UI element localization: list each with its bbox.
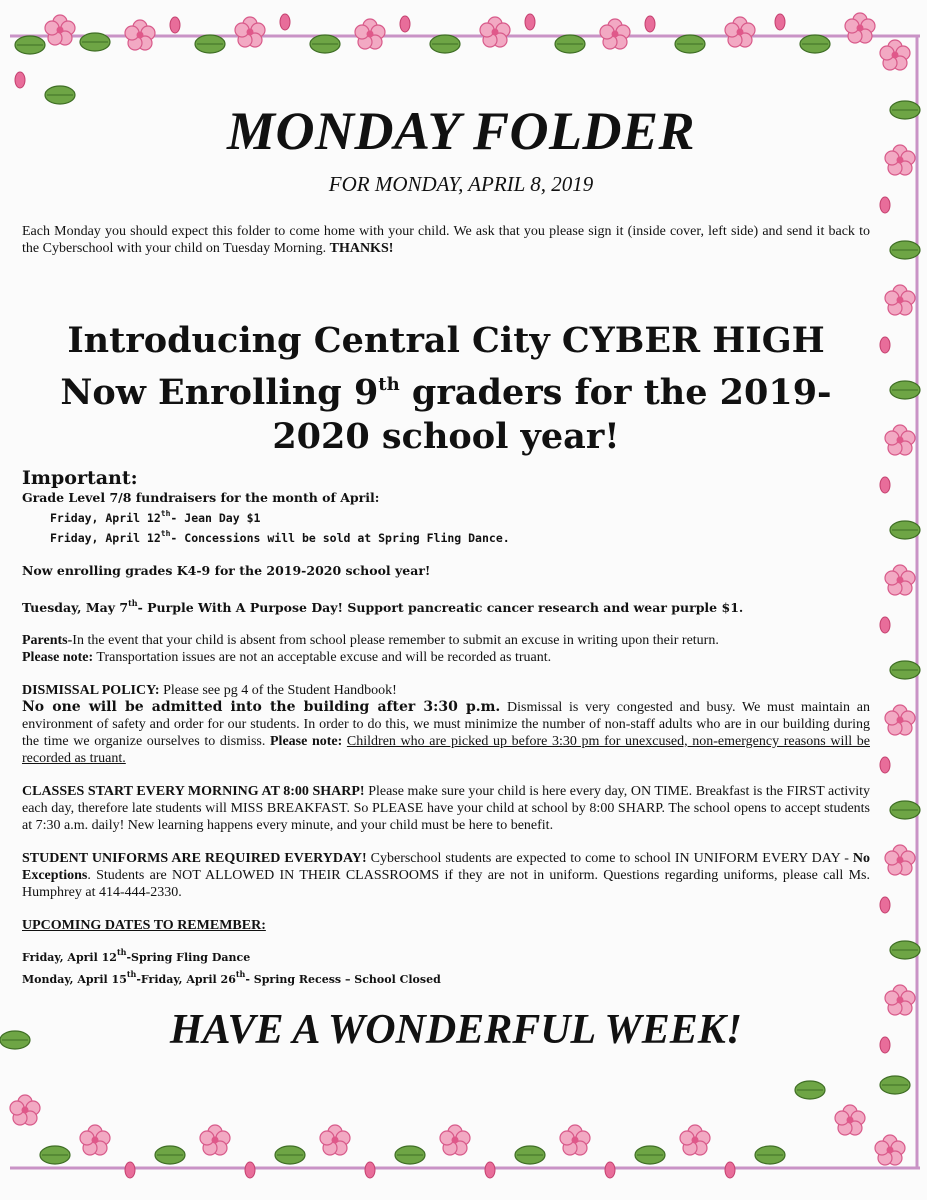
upcoming-2-c: - Spring Recess – School Closed [245, 973, 441, 986]
announcements [22, 489, 870, 988]
dismissal-truant-notice: Children who are picked up before 3:30 pm for unexcused, non-emergency reasons will be recorded as truant. [22, 734, 870, 766]
uniforms-notice [22, 850, 870, 901]
important-label: Important: [22, 467, 138, 489]
dismissal-text-2: Dismissal is very congested and busy. We must maintain an environment of safety and order for our students. In order to do this, we must minimize the number of non-staff adults who are in our building during the time we organize ourselves to dismiss. [22, 700, 870, 749]
fundraiser-2-a: Friday, April 12 [50, 531, 161, 545]
upcoming-item [22, 944, 870, 966]
enrollment-headline [22, 319, 870, 459]
enrolling-notice: Now enrolling grades K4-9 for the 2019-2020 school year! [22, 563, 431, 578]
uniforms-text: Cyberschool students are expected to come to school IN UNIFORM EVERY DAY - [366, 851, 853, 866]
parents-notice [22, 632, 870, 649]
purple-sup: th [128, 598, 138, 608]
fundraiser-1-a: Friday, April 12 [50, 511, 161, 525]
purple-a: Tuesday, May 7 [22, 600, 129, 615]
upcoming-2-b: -Friday, April 26 [136, 973, 236, 986]
closing-message: HAVE A WONDERFUL WEEK! [169, 1007, 743, 1053]
headline-line-2-b: graders for the 2019- [399, 372, 832, 413]
headline-line-3: 2020 school year! [272, 416, 620, 457]
fundraiser-1-b: - Jean Day $1 [170, 511, 261, 525]
parents-label: Parents- [22, 633, 73, 648]
uniforms-text-2: . Students are NOT ALLOWED IN THEIR CLASSROOMS if they are not in uniform. Questions regarding uniforms, please call Ms. Humphrey at 414-444-2330. [22, 868, 870, 900]
fundraiser-item [22, 506, 870, 526]
dismissal-note-label: Please note: [270, 734, 343, 749]
upcoming-1-sup: th [116, 947, 127, 957]
dismissal-bold-line: No one will be admitted into the building after 3:30 p.m. [22, 699, 501, 715]
classes-notice [22, 783, 870, 834]
fundraiser-1-sup: th [160, 509, 171, 518]
dismissal-details [22, 699, 870, 767]
headline-line-2 [22, 363, 870, 415]
headline-line-1: Introducing Central City CYBER HIGH [67, 320, 825, 361]
fundraiser-heading: Grade Level 7/8 fundraisers for the month of April: [22, 490, 380, 505]
fundraiser-item [22, 526, 870, 546]
purple-day-notice [22, 595, 870, 616]
headline-line-2-a: Now Enrolling 9 [60, 372, 379, 413]
upcoming-2-sup2: th [235, 969, 246, 979]
upcoming-1-a: Friday, April 12 [22, 951, 117, 964]
classes-label: CLASSES START EVERY MORNING AT 8:00 SHARP! [22, 784, 365, 799]
flyer-content [22, 100, 870, 1054]
parents-note-label: Please note: [22, 650, 94, 665]
parents-text: In the event that your child is absent from school please remember to submit an excuse in writing upon their return. [72, 633, 719, 648]
page-subtitle: FOR MONDAY, APRIL 8, 2019 [328, 172, 594, 196]
page-title: MONDAY FOLDER [226, 101, 696, 161]
dismissal-label: DISMISSAL POLICY: [22, 683, 160, 698]
upcoming-heading: UPCOMING DATES TO REMEMBER: [22, 918, 266, 933]
dismissal-text: Please see pg 4 of the Student Handbook! [159, 683, 397, 698]
uniforms-bold: No Exceptions [22, 851, 870, 883]
upcoming-2-sup: th [126, 969, 137, 979]
intro-text: Each Monday you should expect this folder to come home with your child. We ask that you please sign it (inside cover, left side) and send it back to the Cyberschool with your child on Tuesday Morning. [22, 224, 870, 256]
upcoming-item [22, 966, 870, 988]
headline-line-2-sup: th [378, 374, 400, 395]
fundraiser-2-sup: th [160, 529, 171, 538]
intro-paragraph [22, 223, 870, 257]
intro-thanks: THANKS! [329, 241, 394, 256]
classes-text: Please make sure your child is here every day, ON TIME. Breakfast is the FIRST activity each day, therefore late students will MISS BREAKFAST. So PLEASE have your child at school by 8:00 SHARP. The school opens to accept students at 7:30 a.m. daily! New learning happens every minute, and your child must be here to benefit. [22, 784, 871, 833]
upcoming-1-b: -Spring Fling Dance [126, 951, 251, 964]
upcoming-2-a: Monday, April 15 [22, 973, 127, 986]
uniforms-label: STUDENT UNIFORMS ARE REQUIRED EVERYDAY! [22, 851, 367, 866]
parents-note [22, 649, 870, 666]
dismissal-policy [22, 682, 870, 699]
purple-b: - Purple With A Purpose Day! Support pancreatic cancer research and wear purple $1. [137, 600, 744, 615]
parents-note-text: Transportation issues are not an acceptable excuse and will be recorded as truant. [93, 650, 552, 665]
fundraiser-2-b: - Concessions will be sold at Spring Fling Dance. [170, 531, 510, 545]
